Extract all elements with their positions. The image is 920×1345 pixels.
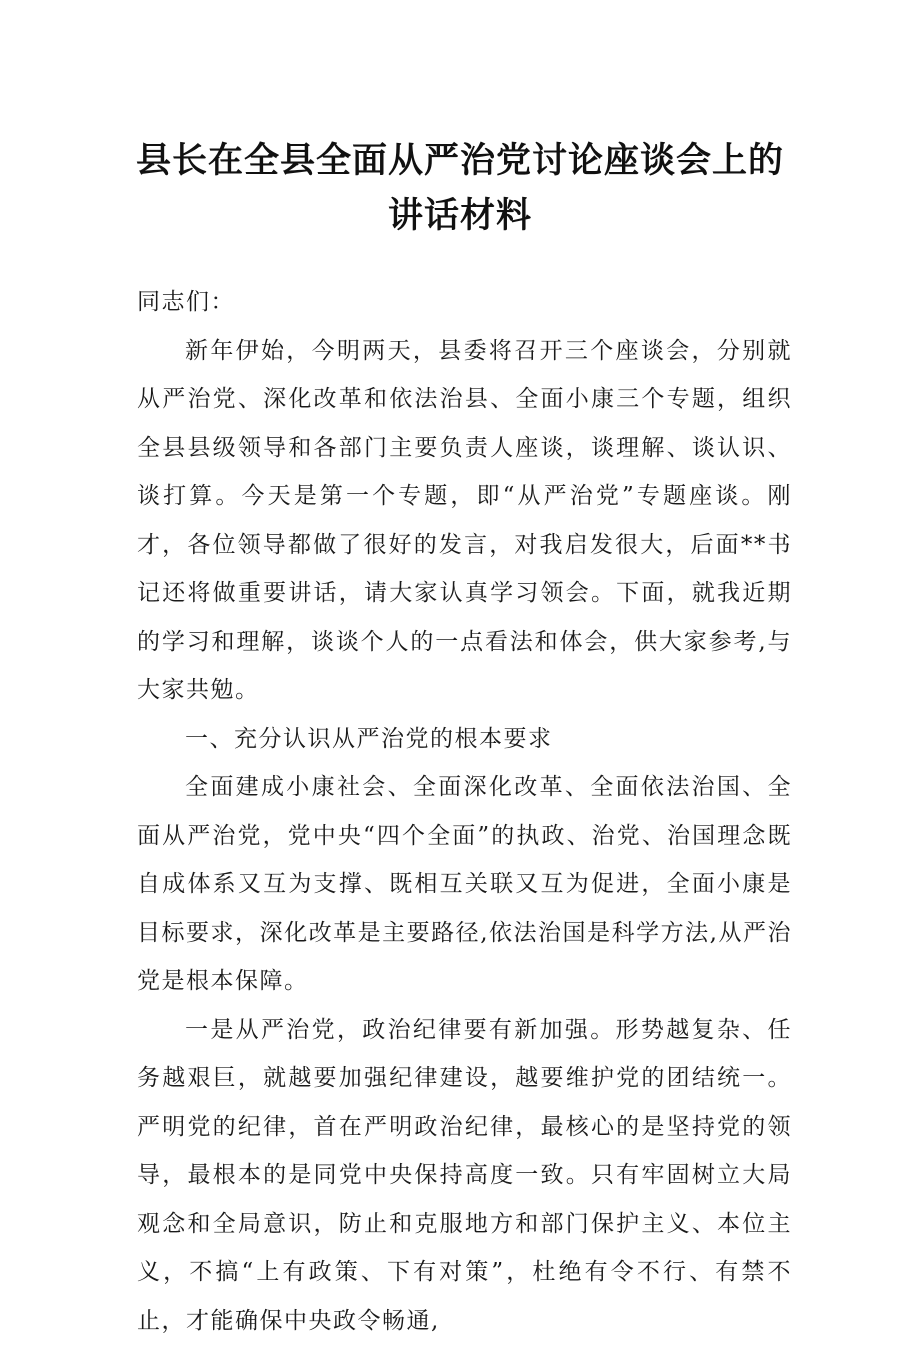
paragraph-four-comprehensives: 全面建成小康社会、全面深化改革、全面依法治国、全面从严治党，党中央“四个全面”的执政、治党、治国理念既自成体系又互为支撑、既相互关联又互为促进，全面小康是目标要求，深化改革是主要路径,依法治国是科学方法,从严治党是根本保障。 (137, 763, 792, 1006)
paragraph-political-discipline: 一是从严治党，政治纪律要有新加强。形势越复杂、任务越艰巨，就越要加强纪律建设，越要维护党的团结统一。严明党的纪律，首在严明政治纪律，最核心的是坚持党的领导，最根本的是同党中央保持高度一致。只有牢固树立大局观念和全局意识，防止和克服地方和部门保护主义、本位主义，不搞“上有政策、下有对策”，杜绝有令不行、有禁不止，才能确保中央政令畅通, (137, 1006, 792, 1345)
document-title-line-2: 讲话材料 (0, 188, 920, 238)
section-heading-1: 一、充分认识从严治党的根本要求 (137, 715, 792, 764)
document-body (137, 278, 792, 1345)
document-title-line-1: 县长在全县全面从严治党讨论座谈会上的 (0, 133, 920, 183)
paragraph-intro: 新年伊始，今明两天，县委将召开三个座谈会，分别就从严治党、深化改革和依法治县、全面小康三个专题，组织全县县级领导和各部门主要负责人座谈，谈理解、谈认识、谈打算。今天是第一个专题，即“从严治党”专题座谈。刚才，各位领导都做了很好的发言，对我启发很大，后面**书记还将做重要讲话，请大家认真学习领会。下面，就我近期的学习和理解，谈谈个人的一点看法和体会，供大家参考,与大家共勉。 (137, 327, 792, 715)
salutation: 同志们： (137, 278, 792, 327)
